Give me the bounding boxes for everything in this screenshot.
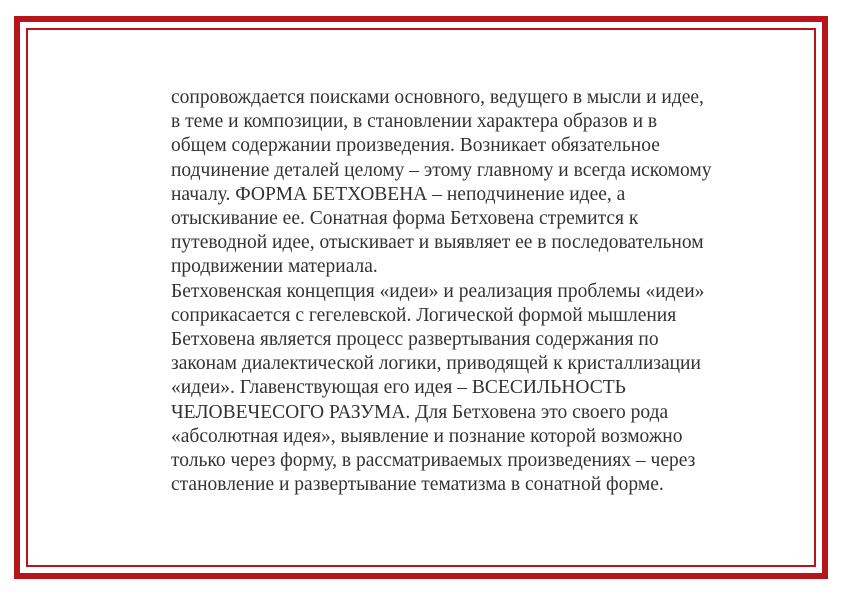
slide-text [171,86,791,497]
text-line: в теме и композиции, в становлении характера образов и в [171,111,658,133]
text-line: подчинение деталей целому – этому главному и всегда искомому [171,159,712,181]
text-line: Бетховенская концепция «идеи» и реализация проблемы «идеи» [171,280,705,302]
text-line: законам диалектической логики, приводящей к кристаллизации [171,353,701,375]
text-line: путеводной идее, отыскивает и выявляет ее в последовательном [171,232,704,254]
text-line: продвижении материала. [171,256,378,278]
text-line: Бетховена является процесс развертывания содержания по [171,329,659,351]
text-line: становление и развертывание тематизма в сонатной форме. [171,474,664,496]
text-line: отыскивание ее. Сонатная форма Бетховена стремится к [171,208,639,230]
text-line: сопровождается поисками основного, ведущего в мысли и идее, [171,87,704,108]
text-line: «идеи». Главенствующая его идея – ВСЕСИЛЬНОСТЬ [171,377,626,399]
text-line: соприкасается с гегелевской. Логической формой мышления [171,304,677,326]
text-line: ЧЕЛОВЕЧЕСОГО РАЗУМА. Для Бетховена это своего рода [171,401,669,423]
text-line: общем содержании произведения. Возникает обязательное [171,135,660,157]
text-line: «абсолютная идея», выявление и познание которой возможно [171,425,683,447]
text-line: началу. ФОРМА БЕТХОВЕНА – неподчинение идее, а [171,183,626,205]
text-line: только через форму, в рассматриваемых произведениях – через [171,450,696,472]
